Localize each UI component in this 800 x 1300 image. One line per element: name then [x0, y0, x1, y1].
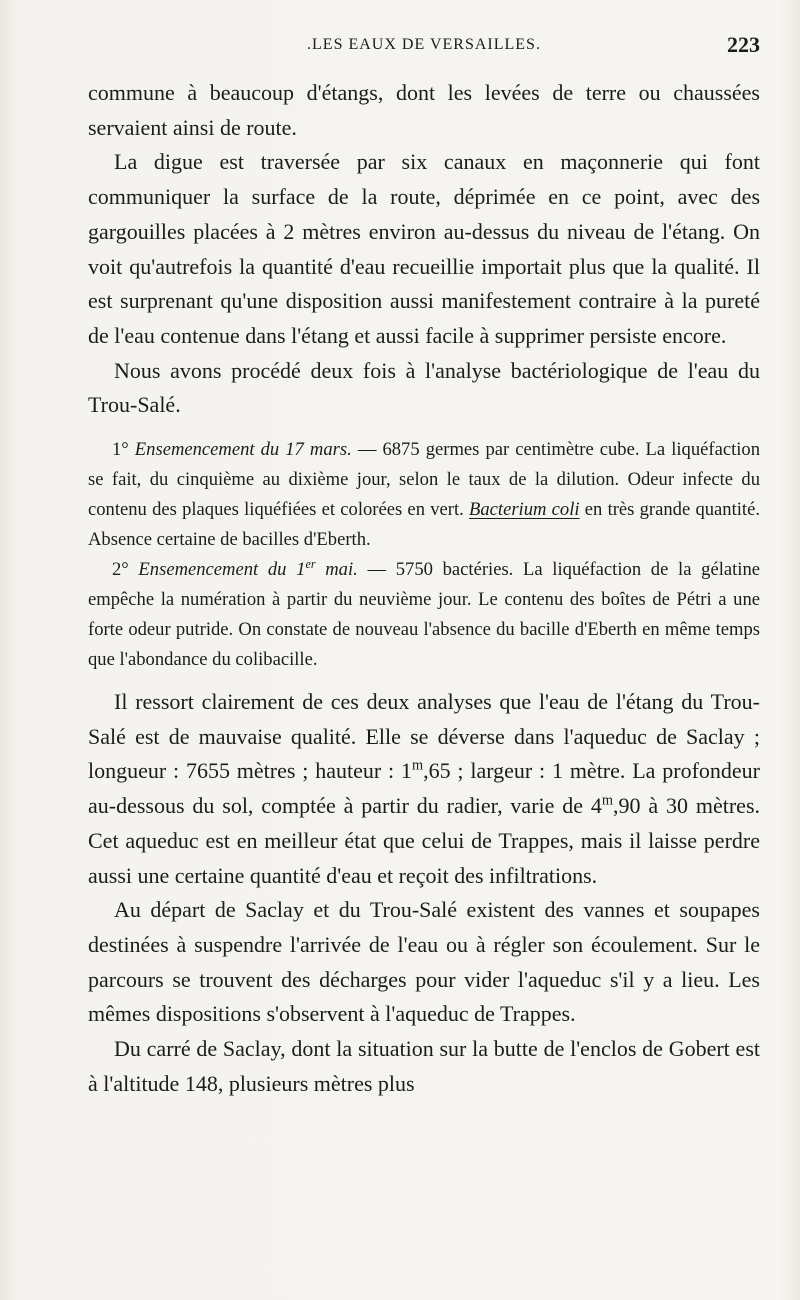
note-2-text: — 5750 bactéries. La liquéfaction de la gélatine empêche la numération à partir du neuvième jour. Le contenu des boîtes de Pétri a une forte odeur putride. On constate de nouveau l'absence du bacille d'Eberth en même temps que l'abondance du colibacille. — [88, 559, 760, 671]
note-1-number: 1° — [112, 439, 135, 461]
note-2 — [88, 555, 760, 675]
paragraph-2: La digue est traversée par six canaux en maçonnerie qui font communiquer la surface de la route, déprimée en ce point, avec des gargouilles placées à 2 mètres environ au-dessus du niveau de l'étang. On voit qu'autrefois la quantité d'eau recueillie importait plus que la qualité. Il est surprenant qu'une disposition aussi manifestement contraire à la pureté de l'eau contenue dans l'étang et aussi facile à supprimer persiste encore. — [88, 149, 760, 348]
paragraph-4-b: ,65 ; largeur : 1 mètre. La profondeur au-dessous du sol, comptée à partir du radier, varie de 4 — [88, 758, 760, 819]
note-2-title — [138, 556, 358, 581]
body-text-continued — [88, 685, 760, 1101]
paragraph-4-c: ,90 à 30 mètres. Cet aqueduc est en meilleur état que celui de Trappes, mais il laisse perdre aussi une certaine quantité d'eau et reçoit des infiltrations. — [88, 793, 760, 888]
paragraph-4-a: Il ressort clairement de ces deux analyses que l'eau de l'étang du Trou-Salé est de mauvaise qualité. Elle se déverse dans l'aqueduc de Saclay ; longueur : 7655 mètres ; hauteur : 1 — [88, 689, 760, 784]
paragraph-4 — [88, 685, 760, 893]
paragraph-4-sup-1: m — [411, 758, 424, 775]
running-head — [88, 32, 760, 76]
paragraph-4-sup-2: m — [601, 792, 614, 809]
page-number: 223 — [727, 32, 760, 57]
note-2-title-b: mai. — [315, 559, 358, 581]
note-1-end: en très grande quantité. Absence certaine de bacilles d'Eberth. — [88, 499, 760, 551]
paragraph-3: Nous avons procédé deux fois à l'analyse bactériologique de l'eau du Trou-Salé. — [88, 357, 760, 418]
note-1-text: — 6875 germes par centimètre cube. La liquéfaction se fait, du cinquième au dixième jour, selon le taux de la dilution. Odeur infecte du contenu des plaques liquéfiées et colorées en vert. — [88, 439, 761, 521]
running-title: .LES EAUX DE VERSAILLES. — [307, 36, 541, 53]
paragraph-1: commune à beaucoup d'étangs, dont les levées de terre ou chaussées servaient ainsi de route. — [88, 80, 760, 140]
note-1-bacterium: Bacterium coli — [469, 499, 580, 521]
paragraph-6: Du carré de Saclay, dont la situation sur la butte de l'enclos de Gobert est à l'altitude 148, plusieurs mètres plus — [88, 1036, 760, 1096]
note-1 — [88, 435, 760, 555]
note-2-title-sup: er — [305, 556, 316, 571]
body-text — [88, 76, 760, 423]
note-1-title: Ensemencement du 17 mars. — [134, 439, 352, 461]
analysis-notes — [88, 435, 760, 675]
note-2-number: 2° — [112, 559, 139, 581]
paragraph-5: Au départ de Saclay et du Trou-Salé existent des vannes et soupapes destinées à suspendre l'arrivée de l'eau ou à régler son écoulement. Sur le parcours se trouvent des décharges pour vider l'aqueduc s'il y a lieu. Les mêmes dispositions s'observent à l'aqueduc de Trappes. — [88, 897, 760, 1027]
note-2-title-a: Ensemencement du 1 — [138, 559, 306, 581]
